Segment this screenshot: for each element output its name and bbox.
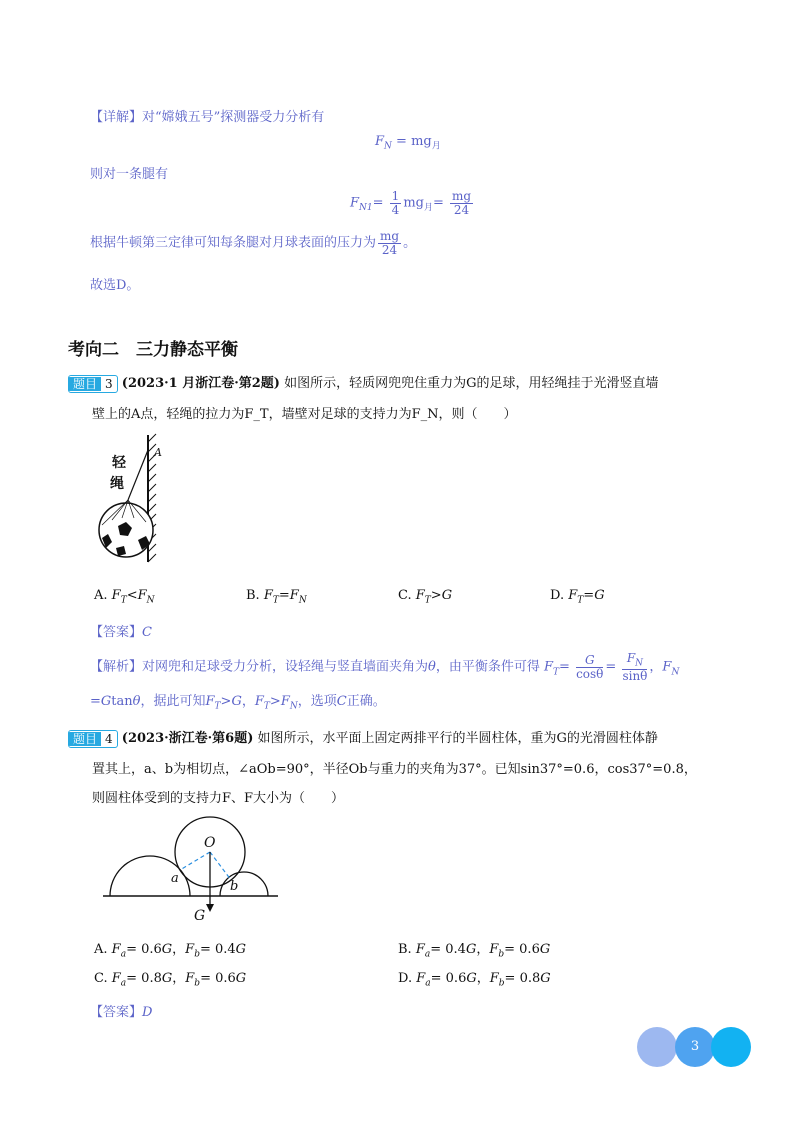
equation-fn1: $F_{N1}=$ $\frac{1}{4}$ $mg_月=$ $\frac{mg}{24}$ <box>350 189 472 217</box>
q4-option-a[interactable]: A. $F_a= 0.6G$，$F_b= 0.4G$ <box>94 942 247 960</box>
fraction-mg-24: $\frac{mg}{24}$ <box>452 189 472 217</box>
q4-stem-line-2: 置其上，a、b为相切点，∠aOb=90°，半径Ob与重力的夹角为37°。已知sin37°=0.6，cos37°=0.8， <box>92 762 697 777</box>
q4-option-d[interactable]: D. $F_a= 0.6G$，$F_b= 0.8G$ <box>398 971 551 989</box>
q4-source: (2023·浙江卷·第6题) <box>121 731 254 746</box>
q3-analysis-line-2: =Gtanθ，据此可知$F_T>G$，$F_T>F_N$，选项C正确。 <box>90 694 386 712</box>
rope-label-1: 轻 <box>112 455 126 471</box>
q3-tag: 题目 3 <box>68 375 118 393</box>
fraction-g-cos: $\frac{G}{\cos\theta}$ <box>576 653 604 681</box>
section-title: 考向二 三力静态平衡 <box>68 340 238 360</box>
label-a: a <box>171 871 179 886</box>
page-circle-right <box>711 1027 751 1067</box>
q4-option-c[interactable]: C. $F_a= 0.8G$，$F_b= 0.6G$ <box>94 971 247 989</box>
q3-answer: 【答案】C <box>90 625 152 640</box>
label-o: O <box>204 835 216 851</box>
q3-stem-1: 如图所示，轻质网兜兜住重力为G的足球，用轻绳挂于光滑竖直墙 <box>284 376 659 391</box>
detail-label: 【详解】 <box>90 110 143 125</box>
q4-stem-1: 如图所示，水平面上固定两排平行的半圆柱体，重为G的光滑圆柱体静 <box>257 731 658 746</box>
figure-cylinder-support <box>100 812 285 924</box>
label-b: b <box>230 879 239 894</box>
q4-option-b[interactable]: B. $F_a= 0.4G$，$F_b= 0.6G$ <box>398 942 551 960</box>
q3-source: (2023·1 月浙江卷·第2题) <box>121 376 280 391</box>
page-circle-left <box>637 1027 677 1067</box>
label-g: G <box>194 908 206 924</box>
q3-option-a[interactable]: A. $F_T<F_N$ <box>94 588 155 606</box>
q3-option-d[interactable]: D. $F_T=G$ <box>550 588 605 606</box>
detail-line-2: 则对一条腿有 <box>90 167 169 182</box>
q4-tag: 题目 4 <box>68 730 118 748</box>
q4-answer: 【答案】D <box>90 1005 153 1020</box>
q3-analysis-line-1: 【解析】对网兜和足球受力分析，设轻绳与竖直墙面夹角为θ，由平衡条件可得 $F_T=$ $\frac{G}{\cos\theta}$ = $\frac{F_N}{\sin\theta}$ ，$F_N$ <box>90 651 680 683</box>
q4-stem-line-1 <box>68 727 658 748</box>
rope-line <box>128 450 148 500</box>
figure-football-on-wall <box>88 430 168 570</box>
fraction-one-quarter: $\frac{1}{4}$ <box>391 189 400 217</box>
fraction-fn-sin: $\frac{F_N}{\sin\theta}$ <box>622 651 648 683</box>
q4-stem-line-3: 则圆柱体受到的支持力F、F大小为（ ） <box>92 791 345 806</box>
q3-stem-line-1 <box>68 372 658 393</box>
fraction-pressure: $\frac{mg}{24}$ <box>380 229 400 257</box>
detail-line1-text: 对“嫦娥五号”探测器受力分析有 <box>142 110 325 125</box>
page-number: 3 <box>675 1027 715 1067</box>
q3-option-b[interactable]: B. $F_T=F_N$ <box>246 588 307 606</box>
q3-option-c[interactable]: C. $F_T>G$ <box>398 588 453 606</box>
detail-line-1 <box>90 106 324 125</box>
rope-label-2: 绳 <box>110 476 124 492</box>
detail-line-3: 根据牛顿第三定律可知每条腿对月球表面的压力为 $\frac{mg}{24}$ 。 <box>90 229 417 257</box>
equation-fn: $F_N = mg_月$ <box>375 134 441 152</box>
detail-line-4: 故选D。 <box>90 278 140 293</box>
point-a-label: A <box>154 446 162 459</box>
q3-stem-line-2: 壁上的A点，轻绳的拉力为F_T，墙壁对足球的支持力为F_N，则（ ） <box>92 407 517 422</box>
